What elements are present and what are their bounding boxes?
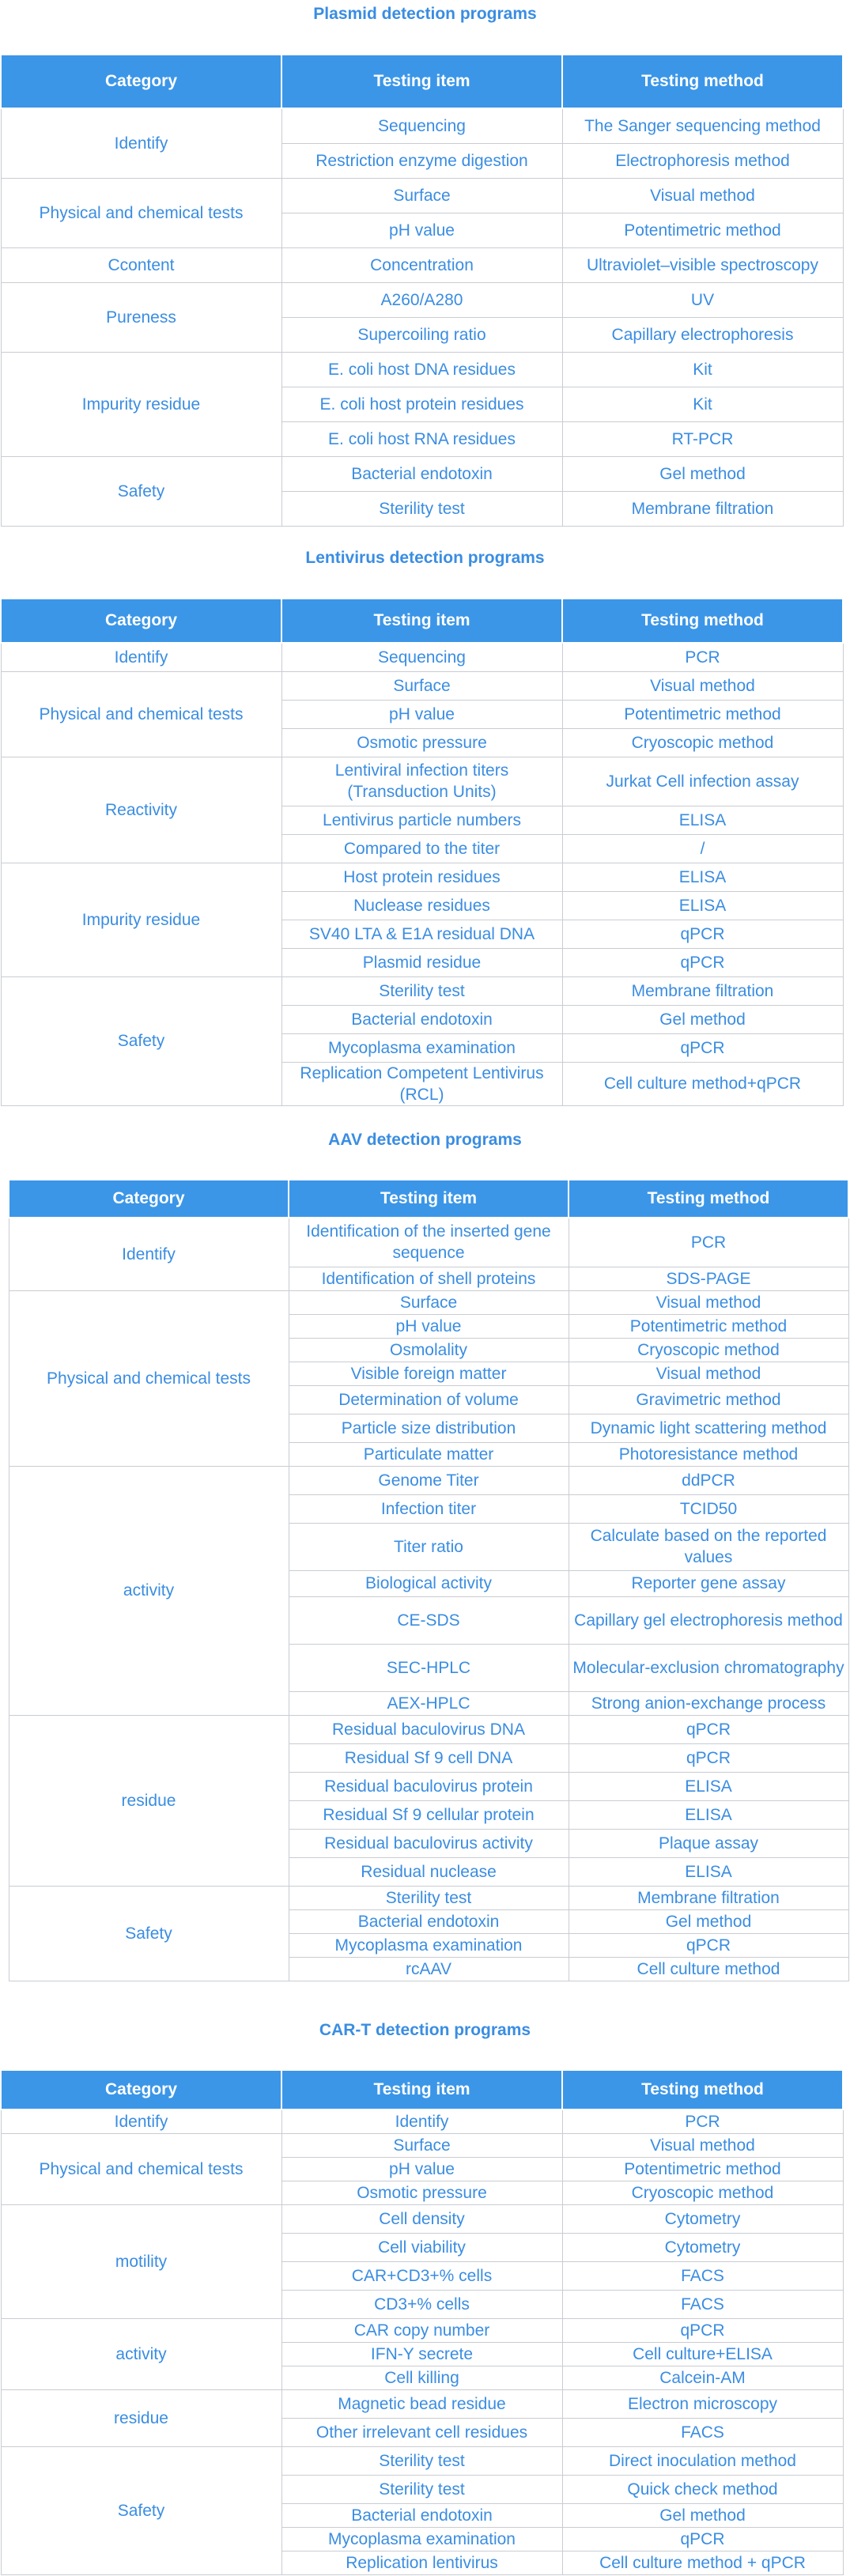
testing-item-cell: Lentivirus particle numbers: [281, 806, 562, 834]
testing-method-cell: Cell culture method+qPCR: [562, 1062, 843, 1105]
testing-item-cell: Residual Sf 9 cellular protein: [289, 1800, 569, 1829]
section-title: AAV detection programs: [328, 1131, 522, 1149]
table-row: [1, 643, 843, 671]
header-testing-method: Testing method: [562, 55, 843, 108]
testing-method-cell: Membrane filtration: [562, 491, 843, 526]
testing-method-cell: Molecular-exclusion chromatography: [569, 1644, 848, 1691]
testing-method-cell: Potentimetric method: [569, 1314, 848, 1338]
testing-method-cell: qPCR: [562, 948, 843, 976]
testing-item-cell: Lentiviral infection titers (Transduction Units): [281, 757, 562, 806]
header-testing-method: Testing method: [562, 599, 843, 643]
testing-method-cell: Visual method: [569, 1290, 848, 1314]
testing-item-cell: Sequencing: [281, 108, 562, 143]
header-testing-method: Testing method: [562, 2070, 843, 2110]
table-row: [1, 671, 843, 700]
table-row: [1, 976, 843, 1005]
testing-method-cell: Calculate based on the reported values: [569, 1523, 848, 1570]
testing-method-cell: Cell culture method: [569, 1957, 848, 1981]
testing-item-cell: Residual baculovirus protein: [289, 1772, 569, 1800]
category-cell-identify: Identify: [9, 1218, 289, 1290]
testing-item-cell: Sterility test: [289, 1886, 569, 1909]
testing-method-cell: Visual method: [562, 671, 843, 700]
testing-item-cell: Sterility test: [281, 491, 562, 526]
testing-item-cell: CAR+CD3+% cells: [281, 2261, 562, 2290]
testing-item-cell: Osmotic pressure: [281, 728, 562, 757]
detection-table: [8, 1179, 849, 1981]
testing-method-cell: Visual method: [562, 2133, 843, 2157]
testing-item-cell: Bacterial endotoxin: [281, 456, 562, 491]
testing-item-cell: Replication lentivirus: [281, 2551, 562, 2574]
testing-item-cell: CE-SDS: [289, 1596, 569, 1644]
table-row: [9, 1886, 848, 1909]
testing-method-cell: /: [562, 834, 843, 863]
testing-item-cell: Magnetic bead residue: [281, 2389, 562, 2418]
table-row: [1, 2389, 843, 2418]
testing-method-cell: qPCR: [562, 2527, 843, 2551]
detection-table: [0, 2069, 844, 2575]
testing-item-cell: IFN-Y secrete: [281, 2342, 562, 2366]
testing-method-cell: PCR: [562, 2110, 843, 2133]
category-cell-activity: activity: [1, 2318, 281, 2389]
testing-item-cell: pH value: [281, 2157, 562, 2181]
testing-method-cell: qPCR: [569, 1715, 848, 1743]
testing-item-cell: pH value: [281, 700, 562, 728]
testing-item-cell: pH value: [281, 213, 562, 247]
section-title: Lentivirus detection programs: [305, 549, 545, 567]
header-row: [1, 599, 843, 643]
testing-method-cell: qPCR: [562, 920, 843, 948]
testing-method-cell: qPCR: [562, 1033, 843, 1062]
testing-item-cell: Bacterial endotoxin: [281, 1005, 562, 1033]
header-category: Category: [9, 1180, 289, 1218]
testing-item-cell: CD3+% cells: [281, 2290, 562, 2318]
testing-method-cell: ELISA: [562, 806, 843, 834]
table-row: [9, 1715, 848, 1743]
testing-item-cell: Residual baculovirus activity: [289, 1829, 569, 1857]
testing-item-cell: Sterility test: [281, 976, 562, 1005]
header-row: [9, 1180, 848, 1218]
table-row: [1, 2446, 843, 2475]
testing-item-cell: Surface: [281, 2133, 562, 2157]
category-cell-impurity-residue: Impurity residue: [1, 352, 281, 456]
header-testing-method: Testing method: [569, 1180, 848, 1218]
table-row: [1, 456, 843, 491]
testing-item-cell: E. coli host RNA residues: [281, 421, 562, 456]
category-cell-ccontent: Ccontent: [1, 247, 281, 282]
testing-item-cell: Surface: [281, 671, 562, 700]
testing-method-cell: Cryoscopic method: [569, 1338, 848, 1362]
testing-method-cell: RT-PCR: [562, 421, 843, 456]
testing-method-cell: Membrane filtration: [569, 1886, 848, 1909]
category-cell-safety: Safety: [1, 2446, 281, 2574]
table-row: [1, 757, 843, 806]
testing-method-cell: Kit: [562, 387, 843, 421]
section-title: Plasmid detection programs: [313, 5, 537, 23]
testing-method-cell: Strong anion-exchange process: [569, 1691, 848, 1715]
testing-method-cell: Gel method: [562, 456, 843, 491]
section-title: CAR-T detection programs: [319, 2021, 531, 2039]
testing-method-cell: qPCR: [562, 2318, 843, 2342]
testing-item-cell: Bacterial endotoxin: [289, 1909, 569, 1933]
testing-item-cell: Mycoplasma examination: [281, 2527, 562, 2551]
testing-item-cell: Biological activity: [289, 1570, 569, 1596]
testing-method-cell: FACS: [562, 2418, 843, 2446]
testing-method-cell: Potentimetric method: [562, 700, 843, 728]
testing-item-cell: Bacterial endotoxin: [281, 2503, 562, 2527]
testing-item-cell: Mycoplasma examination: [289, 1933, 569, 1957]
testing-item-cell: AEX-HPLC: [289, 1691, 569, 1715]
header-testing-item: Testing item: [289, 1180, 569, 1218]
header-category: Category: [1, 2070, 281, 2110]
table-row: [1, 2204, 843, 2233]
testing-method-cell: Electron microscopy: [562, 2389, 843, 2418]
testing-item-cell: Osmotic pressure: [281, 2181, 562, 2204]
testing-method-cell: FACS: [562, 2261, 843, 2290]
testing-method-cell: Capillary gel electrophoresis method: [569, 1596, 848, 1644]
table-row: [1, 2133, 843, 2157]
testing-method-cell: Membrane filtration: [562, 976, 843, 1005]
testing-method-cell: UV: [562, 282, 843, 317]
table-row: [1, 352, 843, 387]
testing-method-cell: ELISA: [562, 891, 843, 920]
testing-item-cell: Particulate matter: [289, 1442, 569, 1466]
testing-item-cell: Visible foreign matter: [289, 1362, 569, 1385]
table-row: [1, 282, 843, 317]
table-row: [1, 247, 843, 282]
category-cell-physical-and-chemical-tests: Physical and chemical tests: [9, 1290, 289, 1466]
testing-method-cell: Quick check method: [562, 2475, 843, 2503]
category-cell-physical-and-chemical-tests: Physical and chemical tests: [1, 671, 281, 757]
testing-item-cell: Nuclease residues: [281, 891, 562, 920]
testing-item-cell: Sterility test: [281, 2446, 562, 2475]
testing-item-cell: Residual baculovirus DNA: [289, 1715, 569, 1743]
testing-item-cell: Surface: [289, 1290, 569, 1314]
testing-item-cell: Sequencing: [281, 643, 562, 671]
testing-method-cell: Cytometry: [562, 2233, 843, 2261]
testing-item-cell: Replication Competent Lentivirus (RCL): [281, 1062, 562, 1105]
testing-item-cell: Osmolality: [289, 1338, 569, 1362]
testing-method-cell: Gravimetric method: [569, 1385, 848, 1414]
header-row: [1, 2070, 843, 2110]
testing-item-cell: Compared to the titer: [281, 834, 562, 863]
category-cell-residue: residue: [1, 2389, 281, 2446]
category-cell-physical-and-chemical-tests: Physical and chemical tests: [1, 2133, 281, 2204]
testing-item-cell: Particle size distribution: [289, 1414, 569, 1442]
testing-method-cell: ELISA: [562, 863, 843, 891]
testing-item-cell: A260/A280: [281, 282, 562, 317]
category-cell-reactivity: Reactivity: [1, 757, 281, 863]
testing-item-cell: Restriction enzyme digestion: [281, 143, 562, 178]
testing-method-cell: The Sanger sequencing method: [562, 108, 843, 143]
testing-method-cell: ELISA: [569, 1857, 848, 1886]
table-row: [9, 1466, 848, 1494]
testing-method-cell: Potentimetric method: [562, 2157, 843, 2181]
category-cell-safety: Safety: [1, 976, 281, 1105]
category-cell-identify: Identify: [1, 2110, 281, 2133]
testing-method-cell: Dynamic light scattering method: [569, 1414, 848, 1442]
category-cell-safety: Safety: [9, 1886, 289, 1981]
testing-method-cell: Jurkat Cell infection assay: [562, 757, 843, 806]
testing-method-cell: ddPCR: [569, 1466, 848, 1494]
testing-item-cell: Infection titer: [289, 1494, 569, 1523]
testing-method-cell: FACS: [562, 2290, 843, 2318]
category-cell-physical-and-chemical-tests: Physical and chemical tests: [1, 178, 281, 247]
testing-item-cell: Other irrelevant cell residues: [281, 2418, 562, 2446]
category-cell-activity: activity: [9, 1466, 289, 1715]
testing-item-cell: E. coli host DNA residues: [281, 352, 562, 387]
table-row: [1, 863, 843, 891]
testing-method-cell: Capillary electrophoresis: [562, 317, 843, 352]
testing-item-cell: SV40 LTA & E1A residual DNA: [281, 920, 562, 948]
testing-item-cell: Host protein residues: [281, 863, 562, 891]
testing-method-cell: Ultraviolet–visible spectroscopy: [562, 247, 843, 282]
testing-item-cell: Mycoplasma examination: [281, 1033, 562, 1062]
category-cell-impurity-residue: Impurity residue: [1, 863, 281, 976]
table-row: [9, 1218, 848, 1267]
testing-item-cell: CAR copy number: [281, 2318, 562, 2342]
category-cell-residue: residue: [9, 1715, 289, 1886]
testing-method-cell: PCR: [569, 1218, 848, 1267]
table-row: [1, 178, 843, 213]
testing-method-cell: TCID50: [569, 1494, 848, 1523]
testing-method-cell: ELISA: [569, 1800, 848, 1829]
testing-method-cell: Electrophoresis method: [562, 143, 843, 178]
testing-item-cell: pH value: [289, 1314, 569, 1338]
testing-item-cell: Determination of volume: [289, 1385, 569, 1414]
testing-item-cell: rcAAV: [289, 1957, 569, 1981]
header-testing-item: Testing item: [281, 599, 562, 643]
testing-item-cell: Cell density: [281, 2204, 562, 2233]
header-category: Category: [1, 55, 281, 108]
testing-method-cell: qPCR: [569, 1933, 848, 1957]
testing-method-cell: Reporter gene assay: [569, 1570, 848, 1596]
testing-item-cell: Genome Titer: [289, 1466, 569, 1494]
testing-method-cell: Photoresistance method: [569, 1442, 848, 1466]
testing-item-cell: Surface: [281, 178, 562, 213]
testing-item-cell: Cell viability: [281, 2233, 562, 2261]
testing-item-cell: Residual Sf 9 cell DNA: [289, 1743, 569, 1772]
header-testing-item: Testing item: [281, 2070, 562, 2110]
testing-item-cell: SEC-HPLC: [289, 1644, 569, 1691]
table-row: [9, 1290, 848, 1314]
category-cell-identify: Identify: [1, 108, 281, 178]
testing-item-cell: Sterility test: [281, 2475, 562, 2503]
testing-item-cell: Residual nuclease: [289, 1857, 569, 1886]
testing-method-cell: Cytometry: [562, 2204, 843, 2233]
header-row: [1, 55, 843, 108]
category-cell-identify: Identify: [1, 643, 281, 671]
testing-method-cell: qPCR: [569, 1743, 848, 1772]
testing-method-cell: Gel method: [562, 1005, 843, 1033]
testing-method-cell: SDS-PAGE: [569, 1267, 848, 1290]
testing-item-cell: E. coli host protein residues: [281, 387, 562, 421]
testing-method-cell: Cryoscopic method: [562, 2181, 843, 2204]
testing-method-cell: Visual method: [569, 1362, 848, 1385]
category-cell-motility: motility: [1, 2204, 281, 2318]
category-cell-pureness: Pureness: [1, 282, 281, 352]
testing-method-cell: PCR: [562, 643, 843, 671]
detection-table: [0, 54, 844, 527]
testing-item-cell: Cell killing: [281, 2366, 562, 2389]
testing-item-cell: Supercoiling ratio: [281, 317, 562, 352]
table-row: [1, 2318, 843, 2342]
testing-method-cell: Gel method: [569, 1909, 848, 1933]
testing-method-cell: Potentimetric method: [562, 213, 843, 247]
testing-method-cell: Gel method: [562, 2503, 843, 2527]
testing-item-cell: Titer ratio: [289, 1523, 569, 1570]
detection-table: [0, 598, 844, 1106]
table-row: [1, 2110, 843, 2133]
header-category: Category: [1, 599, 281, 643]
testing-method-cell: Calcein-AM: [562, 2366, 843, 2389]
testing-method-cell: Direct inoculation method: [562, 2446, 843, 2475]
testing-method-cell: ELISA: [569, 1772, 848, 1800]
testing-item-cell: Identification of shell proteins: [289, 1267, 569, 1290]
header-testing-item: Testing item: [281, 55, 562, 108]
testing-method-cell: Plaque assay: [569, 1829, 848, 1857]
testing-method-cell: Visual method: [562, 178, 843, 213]
testing-method-cell: Cell culture method + qPCR: [562, 2551, 843, 2574]
testing-method-cell: Cryoscopic method: [562, 728, 843, 757]
testing-method-cell: Kit: [562, 352, 843, 387]
testing-item-cell: Identify: [281, 2110, 562, 2133]
category-cell-safety: Safety: [1, 456, 281, 526]
testing-method-cell: Cell culture+ELISA: [562, 2342, 843, 2366]
testing-item-cell: Concentration: [281, 247, 562, 282]
testing-item-cell: Identification of the inserted gene sequence: [289, 1218, 569, 1267]
table-row: [1, 108, 843, 143]
testing-item-cell: Plasmid residue: [281, 948, 562, 976]
